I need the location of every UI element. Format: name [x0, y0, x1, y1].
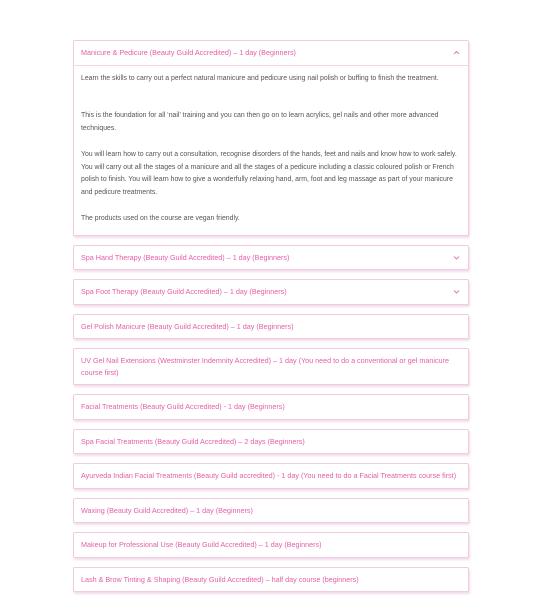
chevron-up-icon[interactable]	[451, 47, 461, 58]
course-description-paragraph: This is the foundation for all ‘nail’ training and you can then go on to learn acrylics, gel nails and other more advanced techniques.	[81, 112, 439, 133]
accordion-title: Gel Polish Manicure (Beauty Guild Accredited) – 1 day (Beginners)	[81, 321, 294, 331]
accordion-title: Spa Facial Treatments (Beauty Guild Accredited) – 2 days (Beginners)	[81, 436, 305, 446]
accordion-title: Manicure & Pedicure (Beauty Guild Accredited) – 1 day (Beginners)	[81, 48, 296, 57]
accordion-header[interactable]	[74, 280, 468, 304]
accordion-item-spa-facial-treatments	[73, 429, 469, 455]
accordion-item-spa-hand-therapy	[73, 245, 469, 271]
course-description-paragraph: You will learn how to carry out a consultation, recognise disorders of the hands, feet and nails and know how to work safely. You will carry out all the stages of a manicure and all the stages of a pedicure including a classic coloured polish or French polish to finish. You will learn how to give a wonderfully relaxing hand, arm, foot and leg massage as part of your manicure and pedicure treatments.	[81, 150, 457, 197]
course-description-paragraph: Learn the skills to carry out a perfect natural manicure and pedicure using nail polish or buffing to finish the treatment.	[81, 74, 439, 82]
course-description-paragraph: The products used on the course are vegan friendly.	[81, 215, 240, 223]
accordion-item-spa-foot-therapy	[73, 279, 469, 305]
accordion-header[interactable]	[74, 395, 468, 419]
accordion-header[interactable]	[74, 464, 468, 488]
accordion-title: Spa Hand Therapy (Beauty Guild Accredited) – 1 day (Beginners)	[81, 252, 290, 262]
accordion-item-uv-gel-nail-extensions	[73, 348, 469, 385]
accordion-header[interactable]	[74, 430, 468, 454]
accordion-header[interactable]	[74, 568, 468, 592]
accordion-item-lash-brow	[73, 567, 469, 593]
accordion-header[interactable]	[74, 499, 468, 523]
accordion-item-manicure-pedicure	[73, 40, 469, 236]
accordion-title: Spa Foot Therapy (Beauty Guild Accredited) – 1 day (Beginners)	[81, 287, 287, 297]
accordion-item-ayurveda-facial	[73, 463, 469, 489]
accordion-title: UV Gel Nail Extensions (Westminster Indemnity Accredited) – 1 day (You need to do a conventional or gel manicure course first)	[81, 356, 449, 377]
accordion-item-makeup	[73, 532, 469, 558]
accordion-title: Facial Treatments (Beauty Guild Accredited) - 1 day (Beginners)	[81, 402, 285, 412]
accordion-title: Ayurveda Indian Facial Treatments (Beauty Guild accredited) - 1 day (You need to do a Facial Treatments course first)	[81, 471, 457, 481]
accordion-header-manicure-pedicure[interactable]	[74, 41, 468, 65]
accordion-header[interactable]	[74, 349, 468, 384]
accordion-header[interactable]	[74, 315, 468, 339]
accordion-item-facial-treatments	[73, 394, 469, 420]
accordion-header[interactable]	[74, 246, 468, 270]
course-accordion	[73, 40, 469, 600]
accordion-item-gel-polish-manicure	[73, 314, 469, 340]
accordion-title: Makeup for Professional Use (Beauty Guild Accredited) – 1 day (Beginners)	[81, 540, 322, 550]
accordion-item-waxing	[73, 498, 469, 524]
chevron-down-icon[interactable]	[451, 286, 461, 297]
accordion-title: Waxing (Beauty Guild Accredited) – 1 day (Beginners)	[81, 505, 253, 515]
accordion-title: Lash & Brow Tinting & Shaping (Beauty Guild Accredited) – half day course (beginners)	[81, 574, 359, 584]
accordion-body-manicure-pedicure	[74, 65, 468, 235]
accordion-header[interactable]	[74, 533, 468, 557]
chevron-down-icon[interactable]	[451, 252, 461, 263]
